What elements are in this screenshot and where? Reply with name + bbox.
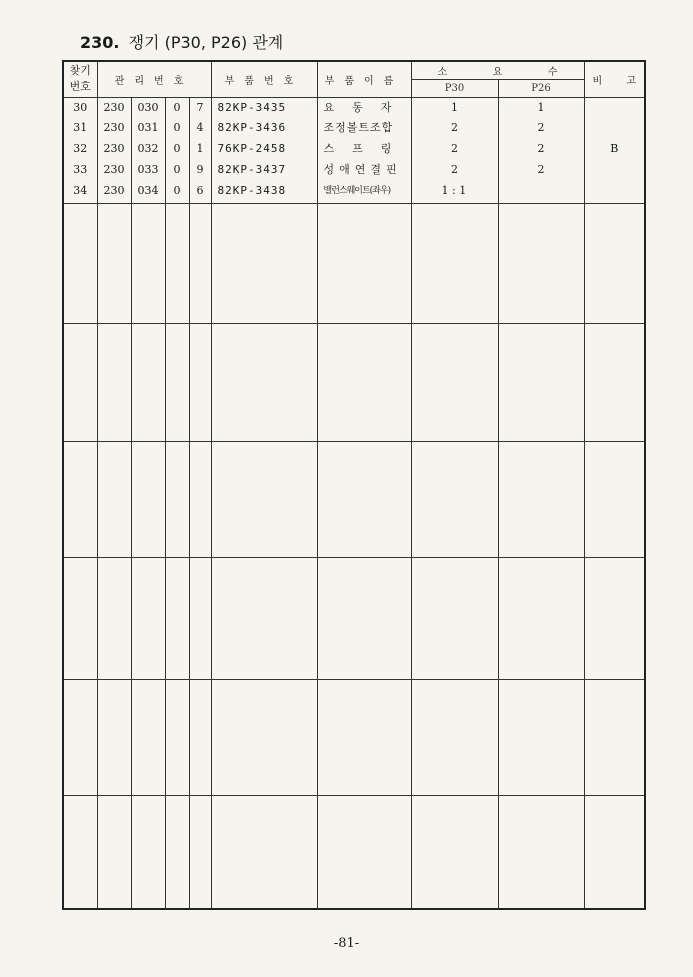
control-code: 031 bbox=[137, 121, 159, 135]
header-find-no-line1: 찾기 bbox=[69, 64, 91, 78]
find-no-column bbox=[63, 97, 97, 203]
control-code: 1 bbox=[196, 142, 204, 156]
qty-p26-column bbox=[498, 97, 584, 203]
header-quantity bbox=[411, 61, 584, 79]
find-no: 30 bbox=[73, 100, 88, 114]
note bbox=[585, 160, 645, 181]
header-quantity-char: 수 bbox=[547, 66, 558, 78]
header-part-name: 부품이름 bbox=[317, 61, 411, 97]
empty-row bbox=[63, 441, 645, 557]
find-no: 32 bbox=[73, 142, 88, 156]
header-qty-p30: P30 bbox=[411, 79, 498, 97]
find-no: 31 bbox=[73, 121, 88, 135]
find-no: 33 bbox=[73, 162, 88, 176]
header-quantity-char: 요 bbox=[492, 66, 503, 78]
header-part-no: 부품번호 bbox=[211, 61, 317, 97]
control-code: 030 bbox=[137, 100, 159, 114]
note bbox=[585, 181, 645, 202]
qty-p30: 1 bbox=[451, 100, 459, 114]
section-number: 230. bbox=[80, 33, 120, 52]
control-code: 032 bbox=[137, 142, 159, 156]
qty-p30: 2 bbox=[451, 142, 459, 156]
header-quantity-char: 소 bbox=[437, 66, 448, 78]
control-code: 4 bbox=[196, 121, 204, 135]
control-code: 0 bbox=[173, 100, 181, 114]
page-title bbox=[80, 30, 283, 53]
qty-p30: 2 bbox=[451, 162, 459, 176]
header-note bbox=[584, 61, 645, 97]
part-name: 밸런스웨이트(좌우) bbox=[323, 185, 391, 196]
part-name-column bbox=[317, 97, 411, 203]
control-no-col4 bbox=[189, 97, 211, 203]
part-name: 요동자 bbox=[323, 100, 410, 114]
control-code: 0 bbox=[173, 162, 181, 176]
empty-row bbox=[63, 679, 645, 795]
empty-row bbox=[63, 203, 645, 323]
control-code: 230 bbox=[103, 142, 125, 156]
control-code: 033 bbox=[137, 162, 159, 176]
section-title: 쟁기 (P30, P26) 관계 bbox=[128, 33, 284, 52]
note bbox=[585, 118, 645, 139]
control-code: 034 bbox=[137, 183, 159, 197]
empty-row bbox=[63, 323, 645, 441]
control-no-col2 bbox=[131, 97, 165, 203]
header-note-char: 비 bbox=[592, 75, 603, 87]
qty-p30: 1 : 1 bbox=[441, 183, 467, 197]
control-code: 6 bbox=[196, 183, 204, 197]
part-name: 성애연결핀 bbox=[323, 162, 402, 176]
empty-row bbox=[63, 795, 645, 909]
part-no-column bbox=[211, 97, 317, 203]
control-code: 0 bbox=[173, 183, 181, 197]
header-find-no bbox=[63, 61, 97, 97]
empty-row bbox=[63, 557, 645, 679]
qty-p26: 2 bbox=[537, 142, 545, 156]
part-name: 스프링 bbox=[323, 142, 410, 156]
control-code: 230 bbox=[103, 100, 125, 114]
note: B bbox=[610, 142, 619, 156]
qty-p30-column bbox=[411, 97, 498, 203]
control-code: 230 bbox=[103, 162, 125, 176]
qty-p26: 2 bbox=[537, 121, 545, 135]
control-code: 230 bbox=[103, 121, 125, 135]
header-qty-p26: P26 bbox=[498, 79, 584, 97]
header-find-no-line2: 번호 bbox=[69, 80, 91, 94]
control-code: 0 bbox=[173, 142, 181, 156]
qty-p26 bbox=[499, 181, 584, 202]
part-number: 82KP-3435 bbox=[217, 100, 287, 114]
part-number: 82KP-3437 bbox=[217, 162, 287, 176]
note-column bbox=[584, 97, 645, 203]
qty-p26: 2 bbox=[537, 162, 545, 176]
header-note-char: 고 bbox=[626, 75, 637, 87]
part-number: 82KP-3436 bbox=[217, 121, 287, 135]
part-number: 76KP-2458 bbox=[217, 142, 287, 156]
control-no-col3 bbox=[165, 97, 189, 203]
header-control-no: 관리번호 bbox=[97, 61, 211, 97]
note bbox=[585, 98, 645, 119]
control-code: 9 bbox=[196, 162, 204, 176]
page-number: -81- bbox=[333, 936, 360, 951]
control-code: 0 bbox=[173, 121, 181, 135]
qty-p30: 2 bbox=[451, 121, 459, 135]
control-code: 7 bbox=[196, 100, 204, 114]
part-number: 82KP-3438 bbox=[217, 183, 287, 197]
control-no-col1 bbox=[97, 97, 131, 203]
control-code: 230 bbox=[103, 183, 125, 197]
part-name: 조정볼트조합 bbox=[323, 121, 394, 135]
qty-p26: 1 bbox=[537, 100, 545, 114]
find-no: 34 bbox=[73, 183, 88, 197]
parts-table bbox=[62, 60, 646, 910]
